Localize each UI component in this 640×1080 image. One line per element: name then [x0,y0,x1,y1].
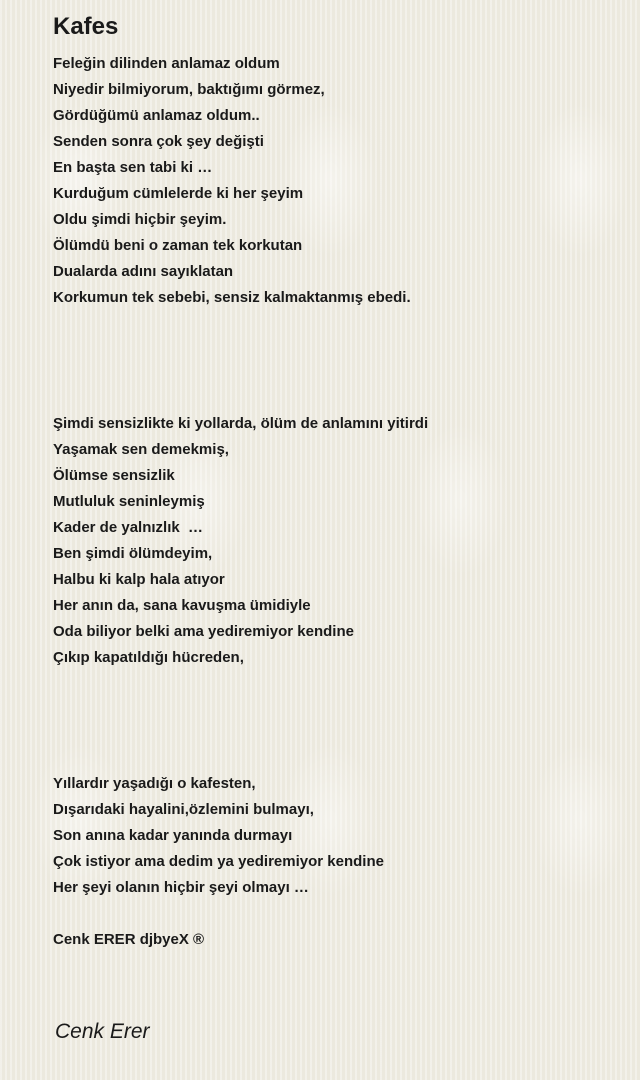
poem-line: Ben şimdi ölümdeyim, [53,545,213,562]
poem-line: Çok istiyor ama dedim ya yediremiyor kendine [53,853,384,870]
poem-line: Her şeyi olanın hiçbir şeyi olmayı … [53,879,309,896]
poem-line: Niyedir bilmiyorum, baktığımı görmez, [53,81,325,98]
poem-line: Oldu şimdi hiçbir şeyim. [53,211,227,228]
poem-line: Oda biliyor belki ama yediremiyor kendine [53,623,354,640]
poem-signature: Cenk ERER djbyeX ® [53,931,205,948]
poem-stanza-3 [53,771,384,901]
poem-line: Korkumun tek sebebi, sensiz kalmaktanmış ebedi. [53,289,411,306]
poem-line: Kurduğum cümlelerde ki her şeyim [53,185,304,202]
poem-line: Her anın da, sana kavuşma ümidiyle [53,597,311,614]
poem-line: Yaşamak sen demekmiş, [53,441,229,458]
poem-line: Ölümdü beni o zaman tek korkutan [53,237,303,254]
poem-line: Son anına kadar yanında durmayı [53,827,293,844]
poem-line: Çıkıp kapatıldığı hücreden, [53,649,244,666]
poem-line: En başta sen tabi ki … [53,159,213,176]
poem-line: Halbu ki kalp hala atıyor [53,571,225,588]
poem-line: Kader de yalnızlık … [53,519,204,536]
poem-line: Dışarıdaki hayalini,özlemini bulmayı, [53,801,314,818]
poem-stanza-2 [53,411,428,671]
poem-line: Senden sonra çok şey değişti [53,133,264,150]
poem-line: Dualarda adını sayıklatan [53,263,234,280]
poem-stanza-1 [53,51,411,311]
poem-title: Kafes [53,13,119,40]
poem-line: Gördüğümü anlamaz oldum.. [53,107,260,124]
author-name: Cenk Erer [55,1020,150,1043]
poem-line: Feleğin dilinden anlamaz oldum [53,55,280,72]
poem-line: Şimdi sensizlikte ki yollarda, ölüm de anlamını yitirdi [53,415,429,432]
poem-line: Ölümse sensizlik [53,467,175,484]
poem-line: Yıllardır yaşadığı o kafesten, [53,775,256,792]
poem-line: Mutluluk seninleymiş [53,493,205,510]
